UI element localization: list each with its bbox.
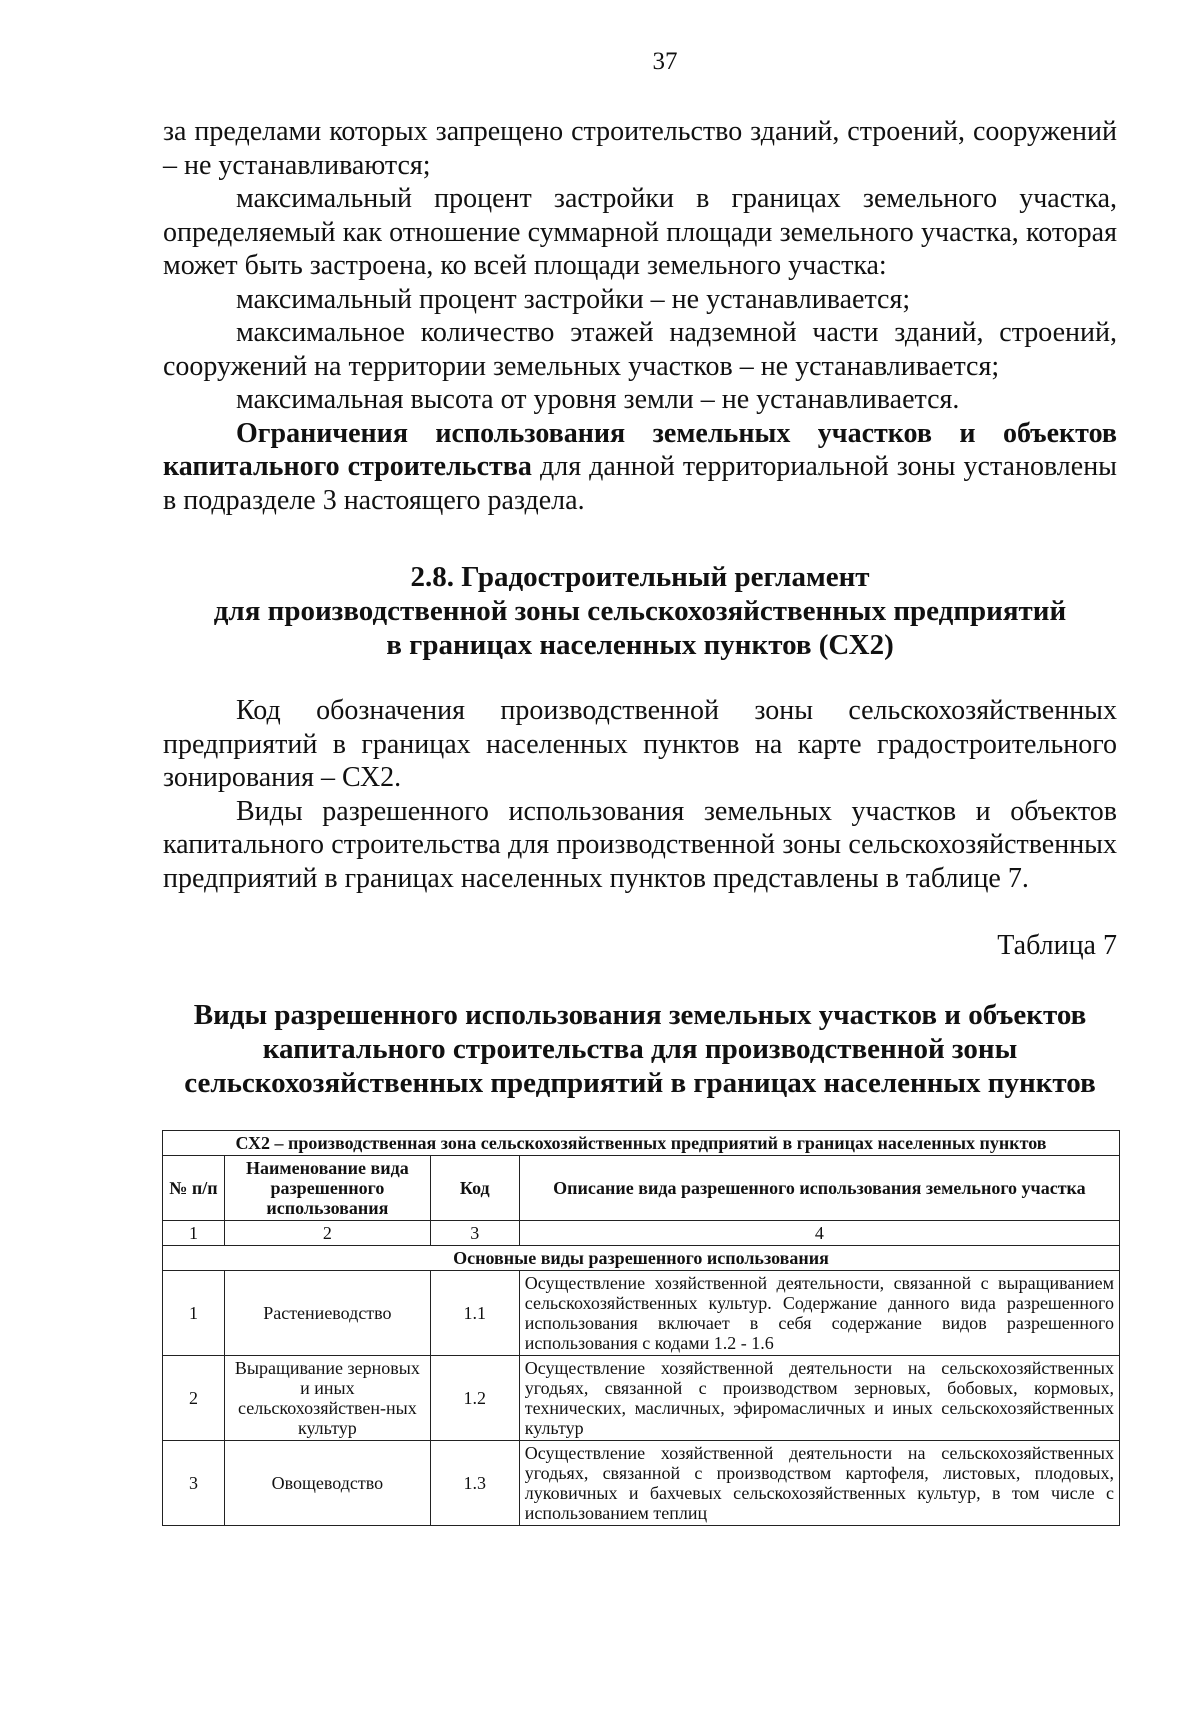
body-text bbox=[163, 694, 1117, 895]
paragraph-max-floors: максимальное количество этажей надземной части зданий, строений, сооружений на территории земельных участков – не устанавливается; bbox=[163, 317, 1117, 382]
row-code: 1.3 bbox=[430, 1441, 519, 1526]
section-heading bbox=[163, 560, 1117, 662]
restrictions-text: для данной территориальной зоны установлены в подразделе 3 настоящего раздела. bbox=[163, 451, 1117, 516]
row-num: 3 bbox=[163, 1441, 225, 1526]
section-heading-line-1: 2.8. Градостроительный регламент bbox=[410, 561, 870, 593]
land-use-table bbox=[162, 1130, 1120, 1526]
zone-header-cell: СХ2 – производственная зона сельскохозяйственных предприятий в границах населенных пунктов bbox=[163, 1131, 1120, 1156]
row-name: Овощеводство bbox=[224, 1441, 430, 1526]
paragraph-max-height: максимальная высота от уровня земли – не устанавливается. bbox=[236, 384, 960, 415]
table-row bbox=[163, 1271, 1120, 1356]
row-desc: Осуществление хозяйственной деятельности на сельскохозяйственных угодьях, связанной с производством картофеля, листовых, плодовых, луковичных и бахчевых сельскохозяйственных культур, в том числе с использованием теплиц bbox=[519, 1441, 1119, 1526]
section-heading-line-2: для производственной зоны сельскохозяйственных предприятий bbox=[213, 595, 1067, 627]
group-header-cell: Основные виды разрешенного использования bbox=[163, 1246, 1120, 1271]
row-num: 2 bbox=[163, 1356, 225, 1441]
row-name: Выращивание зерновых и иных сельскохозяйствен-ных культур bbox=[224, 1356, 430, 1441]
zone-header-row bbox=[163, 1131, 1120, 1156]
column-header-row bbox=[163, 1156, 1120, 1221]
page-number: 37 bbox=[652, 48, 678, 75]
table-label: Таблица 7 bbox=[997, 930, 1117, 961]
row-desc: Осуществление хозяйственной деятельности на сельскохозяйственных угодьях, связанной с производством зерновых, бобовых, кормовых, технических, масличных, эфиромасличных и иных сельскохозяйственных культур bbox=[519, 1356, 1119, 1441]
paragraph-setbacks: за пределами которых запрещено строительство зданий, строений, сооружений – не устанавливаются; bbox=[163, 116, 1117, 181]
table-title-line-1: Виды разрешенного использования земельных участков и объектов bbox=[193, 999, 1087, 1031]
column-number: 3 bbox=[430, 1221, 519, 1246]
column-number: 2 bbox=[224, 1221, 430, 1246]
header-num: № п/п bbox=[163, 1156, 225, 1221]
paragraph-zone-code: Код обозначения производственной зоны сельскохозяйственных предприятий в границах населенных пунктов на карте градостроительного зонирования – СХ2. bbox=[163, 695, 1117, 793]
table-title-line-3: сельскохозяйственных предприятий в границах населенных пунктов bbox=[184, 1067, 1096, 1099]
row-num: 1 bbox=[163, 1271, 225, 1356]
group-header-row bbox=[163, 1246, 1120, 1271]
table-title bbox=[163, 998, 1117, 1100]
row-code: 1.2 bbox=[430, 1356, 519, 1441]
table-row bbox=[163, 1356, 1120, 1441]
restrictions-bold-text: Ограничения использования земельных участков и объектов капитального строительства bbox=[163, 417, 1117, 482]
column-number: 4 bbox=[519, 1221, 1119, 1246]
column-number: 1 bbox=[163, 1221, 225, 1246]
table-row bbox=[163, 1441, 1120, 1526]
paragraph-restrictions bbox=[163, 417, 1117, 518]
table-title-line-2: капитального строительства для производственной зоны bbox=[262, 1033, 1018, 1065]
paragraph-table-reference: Виды разрешенного использования земельных участков и объектов капитального строительства для производственной зоны сельскохозяйственных предприятий в границах населенных пунктов представлены в таблице 7. bbox=[163, 795, 1117, 894]
paragraph-max-percent: максимальный процент застройки – не устанавливается; bbox=[236, 283, 911, 315]
paragraph-max-percent-definition: максимальный процент застройки в границах земельного участка, определяемый как отношение суммарной площади земельного участка, которая может быть застроена, ко всей площади земельного участка: bbox=[163, 183, 1117, 281]
header-code: Код bbox=[430, 1156, 519, 1221]
header-desc: Описание вида разрешенного использования земельного участка bbox=[519, 1156, 1119, 1221]
row-name: Растениеводство bbox=[224, 1271, 430, 1356]
row-code: 1.1 bbox=[430, 1271, 519, 1356]
intro-text bbox=[163, 115, 1117, 517]
header-name: Наименование вида разрешенного использования bbox=[224, 1156, 430, 1221]
section-heading-line-3: в границах населенных пунктов (СХ2) bbox=[386, 629, 894, 661]
column-number-row bbox=[163, 1221, 1120, 1246]
row-desc: Осуществление хозяйственной деятельности, связанной с выращиванием сельскохозяйственных культур. Содержание данного вида разрешенного использования включает в себя содержание видов разрешенного использования с кодами 1.2 - 1.6 bbox=[519, 1271, 1119, 1356]
